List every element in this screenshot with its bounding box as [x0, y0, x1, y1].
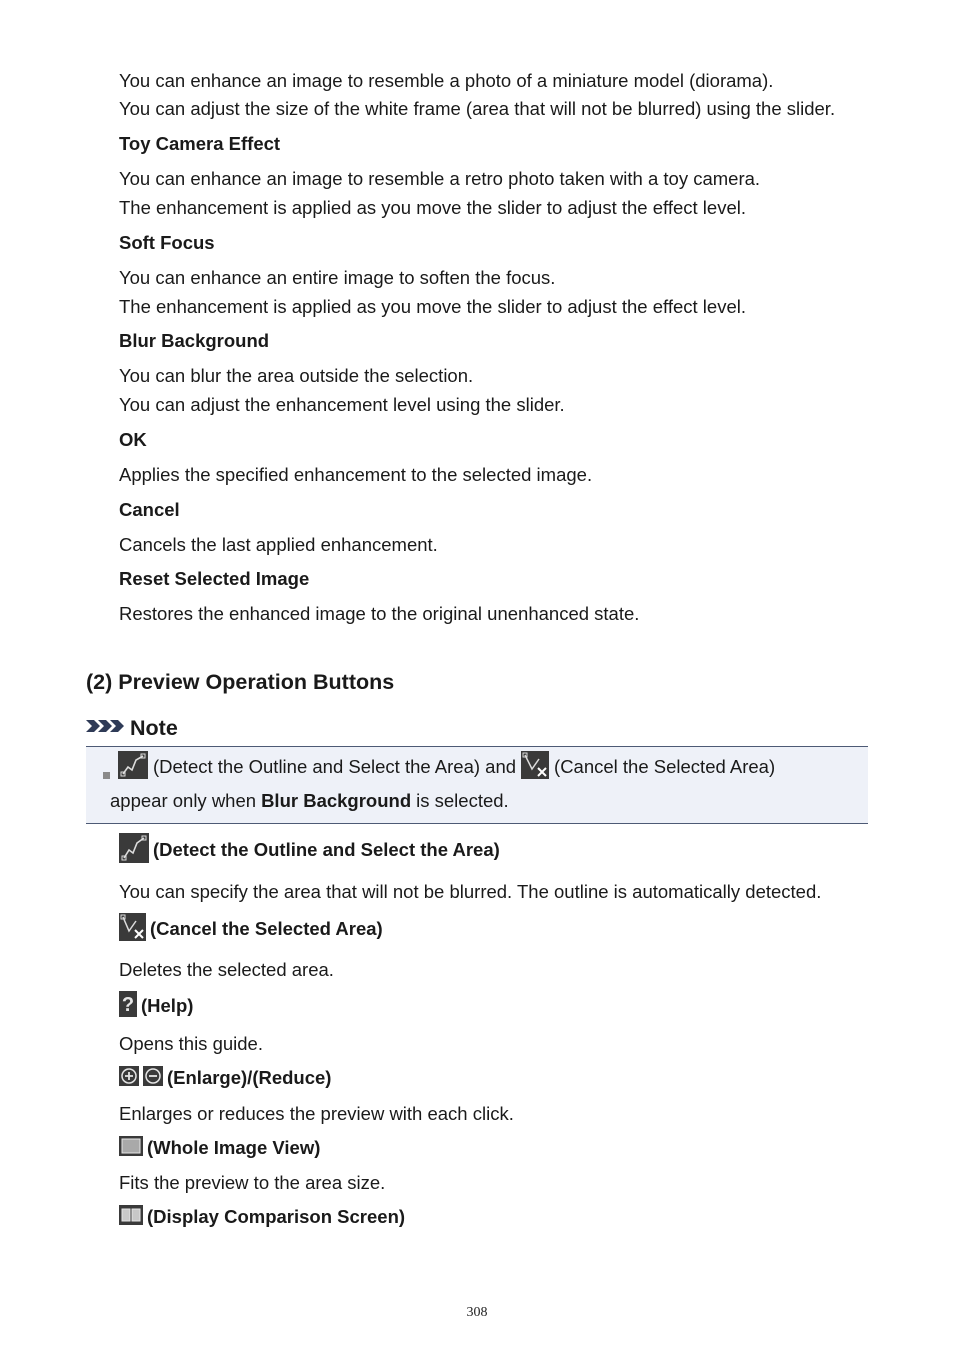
note-line-2-text-b: is selected. — [416, 790, 509, 811]
term-ok: OK — [119, 429, 147, 450]
reduce-icon — [143, 1066, 163, 1091]
button-item-whole-image-view — [119, 1136, 320, 1160]
help-desc: Opens this guide. — [119, 1033, 263, 1054]
note-header — [86, 714, 178, 742]
note-line-2 — [110, 790, 509, 812]
help-label: (Help) — [141, 995, 194, 1016]
note-line-2-text-a: appear only when — [110, 790, 257, 811]
term-soft-focus: Soft Focus — [119, 232, 215, 253]
toy-camera-desc-1: You can enhance an image to resemble a retro photo taken with a toy camera. — [119, 168, 761, 189]
button-item-help — [119, 992, 193, 1020]
button-item-detect-outline — [119, 835, 500, 865]
cancel-area-icon — [119, 913, 146, 946]
ok-desc: Applies the specified enhancement to the selected image. — [119, 464, 593, 485]
button-item-comparison-screen — [119, 1205, 405, 1229]
whole-image-view-label: (Whole Image View) — [147, 1137, 321, 1158]
section-title: (2) Preview Operation Buttons — [86, 670, 395, 694]
blur-background-desc-2: You can adjust the enhancement level using the slider. — [119, 394, 565, 415]
note-line-2-bold: Blur Background — [261, 790, 412, 811]
blur-background-desc-1: You can blur the area outside the selection. — [119, 365, 474, 386]
note-title: Note — [130, 715, 178, 740]
enlarge-reduce-label: (Enlarge)/(Reduce) — [167, 1067, 332, 1088]
whole-image-view-icon — [119, 1136, 143, 1161]
term-toy-camera: Toy Camera Effect — [119, 133, 281, 154]
note-arrows-icon — [86, 718, 126, 739]
note-line-1-text-a: (Detect the Outline and Select the Area) and — [153, 756, 517, 777]
cancel-area-desc: Deletes the selected area. — [119, 959, 334, 980]
help-icon — [119, 991, 137, 1022]
soft-focus-desc-1: You can enhance an entire image to soften the focus. — [119, 267, 556, 288]
cancel-area-label: (Cancel the Selected Area) — [150, 918, 383, 939]
term-cancel: Cancel — [119, 499, 180, 520]
page-number: 308 — [466, 1305, 488, 1320]
comparison-screen-icon — [119, 1205, 143, 1230]
intro-line-1: You can enhance an image to resemble a photo of a miniature model (diorama). — [119, 70, 774, 91]
comparison-screen-label: (Display Comparison Screen) — [147, 1206, 406, 1227]
enlarge-reduce-desc: Enlarges or reduces the preview with each click. — [119, 1103, 514, 1124]
button-item-cancel-area — [119, 914, 383, 944]
svg-text:?: ? — [121, 993, 135, 1016]
enlarge-icon — [119, 1066, 139, 1091]
cancel-desc: Cancels the last applied enhancement. — [119, 534, 438, 555]
intro-line-2: You can adjust the size of the white frame (area that will not be blurred) using the slider. — [119, 98, 836, 119]
note-line-1-text-b: (Cancel the Selected Area) — [554, 756, 776, 777]
button-item-enlarge-reduce — [119, 1066, 331, 1090]
note-line-1 — [118, 752, 775, 782]
note-bullet — [103, 772, 110, 779]
detect-outline-desc: You can specify the area that will not be blurred. The outline is automatically detected. — [119, 881, 822, 902]
soft-focus-desc-2: The enhancement is applied as you move the slider to adjust the effect level. — [119, 296, 746, 317]
toy-camera-desc-2: The enhancement is applied as you move the slider to adjust the effect level. — [119, 197, 746, 218]
term-blur-background: Blur Background — [119, 330, 270, 351]
detect-outline-icon — [118, 751, 148, 784]
reset-desc: Restores the enhanced image to the original unenhanced state. — [119, 603, 640, 624]
detect-outline-icon — [119, 833, 149, 868]
term-reset-selected-image: Reset Selected Image — [119, 568, 310, 589]
cancel-area-icon — [521, 751, 549, 784]
detect-outline-label: (Detect the Outline and Select the Area) — [153, 839, 500, 860]
whole-image-view-desc: Fits the preview to the area size. — [119, 1172, 386, 1193]
